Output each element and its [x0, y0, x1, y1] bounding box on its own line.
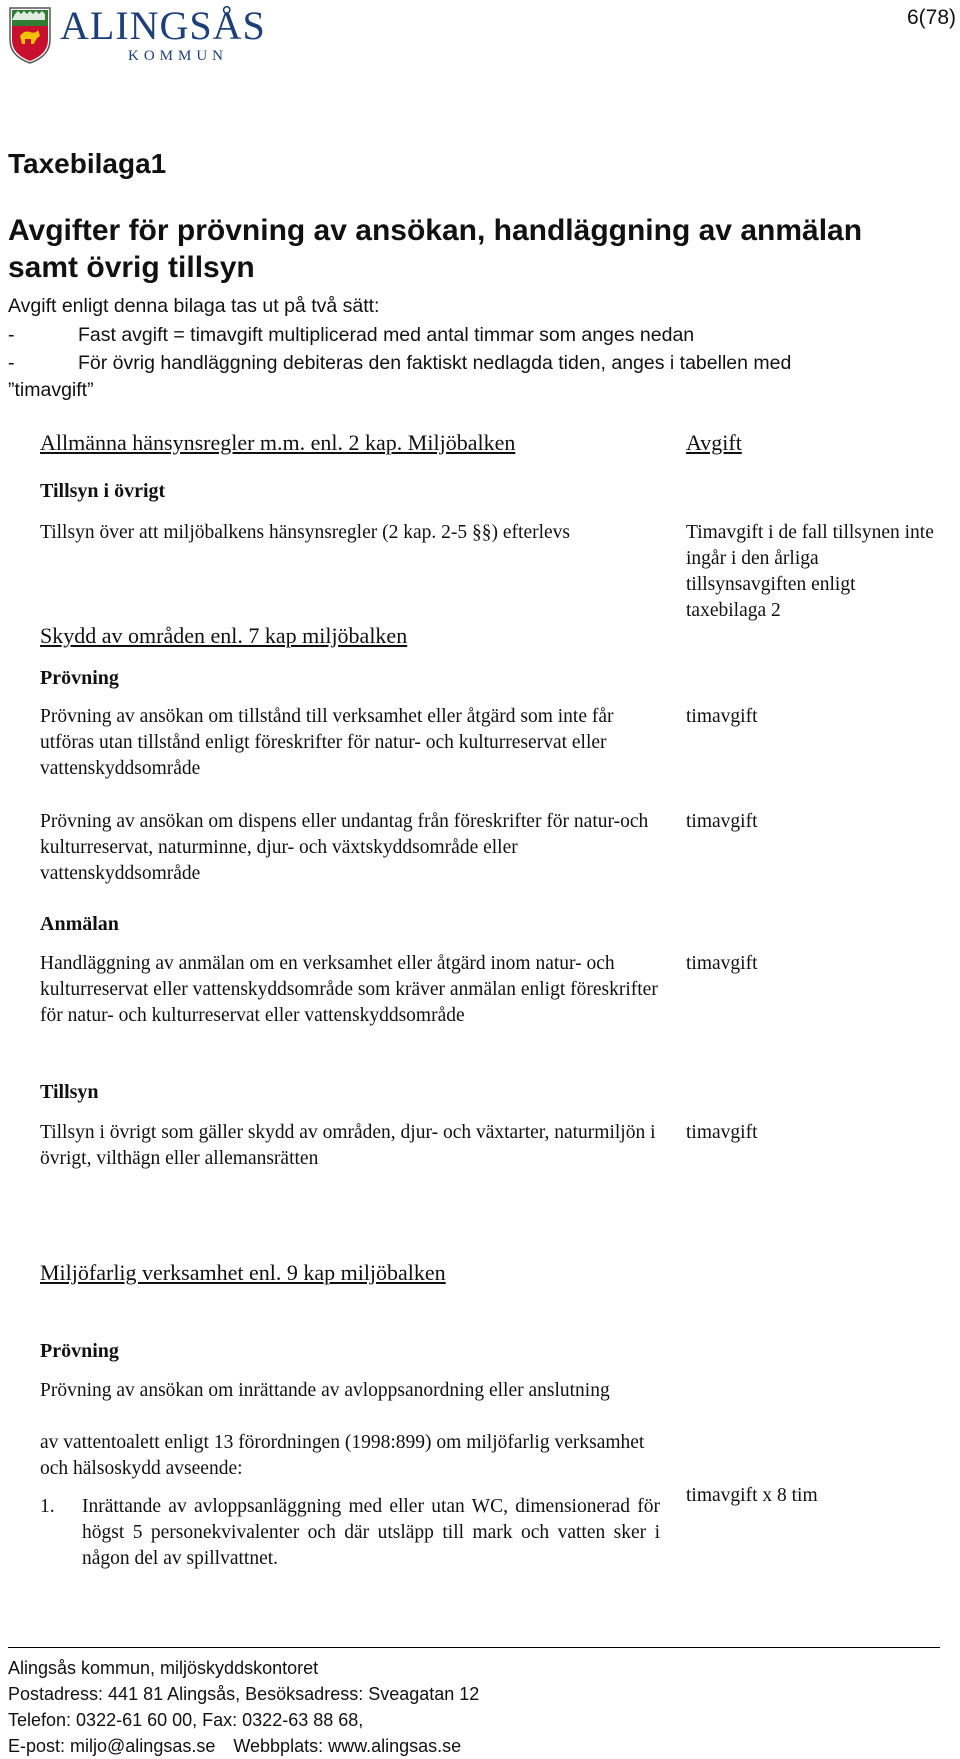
footer-email[interactable]: E-post: miljo@alingsas.se	[8, 1736, 216, 1756]
page-number: 6(78)	[906, 6, 956, 29]
bullet-text: Fast avgift = timavgift multiplicerad med antal timmar som anges nedan	[78, 324, 695, 346]
fee-row-text: Tillsyn i övrigt som gäller skydd av områden, djur- och växtarter, naturmiljön i övrigt, vilthägn eller allemansrätten	[40, 1122, 656, 1169]
intro-bullet-continuation: ”timavgift”	[8, 379, 94, 401]
hazardous-intro-line: Prövning av ansökan om inrättande av avloppsanordning eller anslutning	[40, 1380, 610, 1401]
bullet-dash: -	[8, 324, 15, 346]
subheading-tillsyn-ovrigt: Tillsyn i övrigt	[40, 480, 166, 502]
fee-row-value: timavgift	[686, 953, 758, 974]
fee-row-text: Tillsyn över att miljöbalkens hänsynsregler (2 kap. 2-5 §§) efterlevs	[40, 522, 571, 543]
fee-row-text: Prövning av ansökan om tillstånd till verksamhet eller åtgärd som inte får utföras utan tillstånd enligt föreskrifter för natur- och kulturreservat eller vattenskyddsområde	[40, 706, 614, 779]
footer-phone: Telefon: 0322-61 60 00, Fax: 0322-63 88 68,	[8, 1710, 364, 1730]
coat-of-arms-icon	[8, 6, 52, 64]
subheading-tillsyn: Tillsyn	[40, 1081, 99, 1103]
fee-row-value: timavgift	[686, 1122, 758, 1143]
section-heading-general: Allmänna hänsynsregler m.m. enl. 2 kap. Miljöbalken	[40, 430, 516, 455]
section-heading-hazardous: Miljöfarlig verksamhet enl. 9 kap miljöbalken	[40, 1260, 446, 1285]
fee-row-value: Timavgift i de fall tillsynen inte ingår i den årliga tillsynsavgiften enligt taxebilaga 2	[686, 522, 934, 621]
footer-office: Alingsås kommun, miljöskyddskontoret	[8, 1658, 319, 1678]
footer-address: Postadress: 441 81 Alingsås, Besöksadress: Sveagatan 12	[8, 1684, 480, 1704]
intro-lead: Avgift enligt denna bilaga tas ut på två sätt:	[8, 295, 380, 317]
numbered-item	[40, 1494, 660, 1572]
document-heading: Avgifter för prövning av ansökan, handläggning av anmälan samt övrig tillsyn	[8, 214, 863, 284]
bullet-dash: -	[8, 352, 15, 374]
section-heading-protection: Skydd av områden enl. 7 kap miljöbalken	[40, 623, 408, 648]
item-text: Inrättande av avloppsanläggning med eller utan WC, dimensionerad för högst 5 personekvivalenter och där utsläpp till mark och vatten sker i någon del av spillvattnet.	[82, 1496, 660, 1569]
logo-subtext: KOMMUN	[128, 48, 229, 64]
fee-row-value: timavgift	[686, 706, 758, 727]
logo-wordmark: ALINGSÅS	[60, 3, 266, 48]
fee-row-value: timavgift	[686, 811, 758, 832]
intro-bullet	[8, 352, 791, 375]
municipality-logo	[8, 4, 268, 66]
fee-column-heading: Avgift	[686, 430, 742, 455]
footer-web[interactable]: Webbplats: www.alingsas.se	[233, 1736, 462, 1756]
bullet-text: För övrig handläggning debiteras den faktiskt nedlagda tiden, anges i tabellen med	[78, 352, 792, 374]
intro-bullet	[8, 324, 694, 347]
fee-row-text: Prövning av ansökan om dispens eller undantag från föreskrifter för natur-och kulturreservat, naturminne, djur- och växtskyddsområde eller vattenskyddsområde	[40, 811, 649, 884]
footer-contact	[8, 1736, 461, 1757]
hazardous-intro-line: av vattentoalett enligt 13 förordningen (1998:899) om miljöfarlig verksamhet och hälsoskydd avseende:	[40, 1432, 645, 1479]
fee-row-value: timavgift x 8 tim	[686, 1485, 818, 1506]
subheading-provning: Prövning	[40, 1340, 119, 1362]
subheading-anmalan: Anmälan	[40, 913, 119, 935]
item-number: 1.	[40, 1496, 55, 1517]
footer-divider	[8, 1647, 940, 1648]
fee-row-text: Handläggning av anmälan om en verksamhet eller åtgärd inom natur- och kulturreservat eller vattenskyddsområde som kräver anmälan enligt föreskrifter för natur- och kulturreservat eller vattenskyddsområde	[40, 953, 658, 1026]
subheading-provning: Prövning	[40, 667, 119, 689]
document-title: Taxebilaga1	[8, 148, 167, 179]
